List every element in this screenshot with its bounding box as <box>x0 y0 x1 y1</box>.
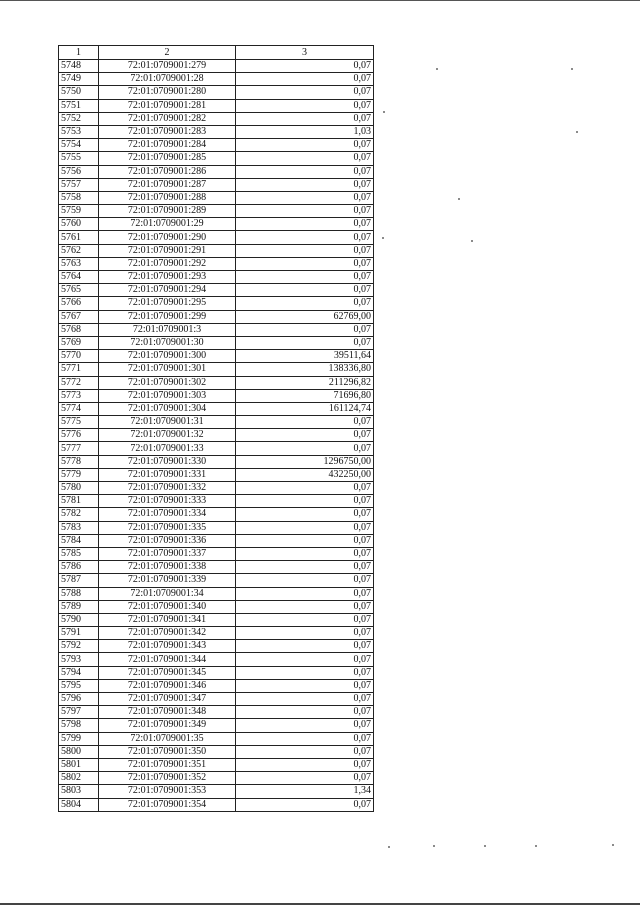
scan-speck <box>612 844 614 846</box>
row-number-cell: 5792 <box>59 640 99 653</box>
table-row <box>59 534 374 547</box>
row-number-cell: 5769 <box>59 336 99 349</box>
row-number-cell: 5772 <box>59 376 99 389</box>
value-cell: 0,07 <box>236 587 374 600</box>
cadastral-number-cell: 72:01:0709001:344 <box>99 653 236 666</box>
cadastral-number-cell: 72:01:0709001:347 <box>99 693 236 706</box>
row-number-cell: 5760 <box>59 218 99 231</box>
row-number-cell: 5775 <box>59 416 99 429</box>
value-cell: 1,34 <box>236 785 374 798</box>
table-row <box>59 429 374 442</box>
value-cell: 0,07 <box>236 706 374 719</box>
value-cell: 0,07 <box>236 284 374 297</box>
value-cell: 0,07 <box>236 271 374 284</box>
table-row <box>59 772 374 785</box>
cadastral-number-cell: 72:01:0709001:288 <box>99 191 236 204</box>
table-row <box>59 758 374 771</box>
scan-speck <box>458 198 460 200</box>
row-number-cell: 5795 <box>59 679 99 692</box>
table-row <box>59 719 374 732</box>
value-cell: 0,07 <box>236 323 374 336</box>
table-row <box>59 297 374 310</box>
cadastral-number-cell: 72:01:0709001:354 <box>99 798 236 811</box>
cadastral-number-cell: 72:01:0709001:346 <box>99 679 236 692</box>
value-cell: 0,07 <box>236 482 374 495</box>
value-cell: 0,07 <box>236 442 374 455</box>
row-number-cell: 5770 <box>59 350 99 363</box>
value-cell: 0,07 <box>236 86 374 99</box>
table-row <box>59 350 374 363</box>
value-cell: 0,07 <box>236 521 374 534</box>
value-cell: 0,07 <box>236 758 374 771</box>
cadastral-number-cell: 72:01:0709001:281 <box>99 99 236 112</box>
row-number-cell: 5780 <box>59 482 99 495</box>
table-row <box>59 99 374 112</box>
value-cell: 0,07 <box>236 231 374 244</box>
table-row <box>59 482 374 495</box>
value-cell: 0,07 <box>236 73 374 86</box>
value-cell: 0,07 <box>236 561 374 574</box>
row-number-cell: 5794 <box>59 666 99 679</box>
value-cell: 0,07 <box>236 297 374 310</box>
row-number-cell: 5803 <box>59 785 99 798</box>
value-cell: 0,07 <box>236 798 374 811</box>
value-cell: 0,07 <box>236 732 374 745</box>
table-row <box>59 653 374 666</box>
value-cell: 39511,64 <box>236 350 374 363</box>
row-number-cell: 5768 <box>59 323 99 336</box>
row-number-cell: 5756 <box>59 165 99 178</box>
cadastral-number-cell: 72:01:0709001:294 <box>99 284 236 297</box>
row-number-cell: 5748 <box>59 60 99 73</box>
cadastral-number-cell: 72:01:0709001:279 <box>99 60 236 73</box>
cadastral-number-cell: 72:01:0709001:283 <box>99 125 236 138</box>
cadastral-number-cell: 72:01:0709001:337 <box>99 547 236 560</box>
scan-speck <box>576 131 578 133</box>
row-number-cell: 5800 <box>59 745 99 758</box>
row-number-cell: 5779 <box>59 468 99 481</box>
value-cell: 0,07 <box>236 112 374 125</box>
row-number-cell: 5793 <box>59 653 99 666</box>
value-cell: 211296,82 <box>236 376 374 389</box>
value-cell: 0,07 <box>236 653 374 666</box>
row-number-cell: 5771 <box>59 363 99 376</box>
scan-speck <box>433 845 435 847</box>
row-number-cell: 5763 <box>59 257 99 270</box>
cadastral-number-cell: 72:01:0709001:330 <box>99 455 236 468</box>
cadastral-number-cell: 72:01:0709001:351 <box>99 758 236 771</box>
value-cell: 0,07 <box>236 139 374 152</box>
row-number-cell: 5804 <box>59 798 99 811</box>
value-cell: 71696,80 <box>236 389 374 402</box>
cadastral-number-cell: 72:01:0709001:331 <box>99 468 236 481</box>
cadastral-number-cell: 72:01:0709001:335 <box>99 521 236 534</box>
row-number-cell: 5752 <box>59 112 99 125</box>
table-row <box>59 86 374 99</box>
table-row <box>59 363 374 376</box>
table-row <box>59 495 374 508</box>
cadastral-number-cell: 72:01:0709001:29 <box>99 218 236 231</box>
table-row <box>59 600 374 613</box>
row-number-cell: 5749 <box>59 73 99 86</box>
scan-speck <box>382 237 384 239</box>
cadastral-number-cell: 72:01:0709001:336 <box>99 534 236 547</box>
cadastral-number-cell: 72:01:0709001:35 <box>99 732 236 745</box>
cadastral-number-cell: 72:01:0709001:34 <box>99 587 236 600</box>
value-cell: 0,07 <box>236 60 374 73</box>
column-header: 1 <box>59 46 99 60</box>
value-cell: 0,07 <box>236 257 374 270</box>
row-number-cell: 5801 <box>59 758 99 771</box>
table-row <box>59 152 374 165</box>
cadastral-number-cell: 72:01:0709001:291 <box>99 244 236 257</box>
cadastral-number-cell: 72:01:0709001:287 <box>99 178 236 191</box>
row-number-cell: 5789 <box>59 600 99 613</box>
value-cell: 0,07 <box>236 719 374 732</box>
cadastral-number-cell: 72:01:0709001:33 <box>99 442 236 455</box>
cadastral-number-cell: 72:01:0709001:338 <box>99 561 236 574</box>
table-row <box>59 310 374 323</box>
row-number-cell: 5787 <box>59 574 99 587</box>
value-cell: 138336,80 <box>236 363 374 376</box>
cadastral-number-cell: 72:01:0709001:340 <box>99 600 236 613</box>
cadastral-number-cell: 72:01:0709001:303 <box>99 389 236 402</box>
cadastral-number-cell: 72:01:0709001:345 <box>99 666 236 679</box>
row-number-cell: 5790 <box>59 613 99 626</box>
cadastral-number-cell: 72:01:0709001:304 <box>99 402 236 415</box>
value-cell: 0,07 <box>236 508 374 521</box>
row-number-cell: 5753 <box>59 125 99 138</box>
cadastral-number-cell: 72:01:0709001:284 <box>99 139 236 152</box>
table-row <box>59 732 374 745</box>
row-number-cell: 5755 <box>59 152 99 165</box>
cadastral-number-cell: 72:01:0709001:353 <box>99 785 236 798</box>
row-number-cell: 5758 <box>59 191 99 204</box>
value-cell: 0,07 <box>236 534 374 547</box>
cadastral-number-cell: 72:01:0709001:30 <box>99 336 236 349</box>
table-row <box>59 139 374 152</box>
value-cell: 0,07 <box>236 218 374 231</box>
cadastral-number-cell: 72:01:0709001:343 <box>99 640 236 653</box>
scan-speck <box>436 68 438 70</box>
cadastral-number-cell: 72:01:0709001:3 <box>99 323 236 336</box>
value-cell: 1,03 <box>236 125 374 138</box>
cadastral-number-cell: 72:01:0709001:334 <box>99 508 236 521</box>
table-row <box>59 205 374 218</box>
cadastral-number-cell: 72:01:0709001:352 <box>99 772 236 785</box>
scan-speck <box>484 845 486 847</box>
value-cell: 0,07 <box>236 165 374 178</box>
row-number-cell: 5765 <box>59 284 99 297</box>
value-cell: 0,07 <box>236 191 374 204</box>
table-row <box>59 323 374 336</box>
row-number-cell: 5788 <box>59 587 99 600</box>
row-number-cell: 5785 <box>59 547 99 560</box>
value-cell: 0,07 <box>236 152 374 165</box>
value-cell: 0,07 <box>236 679 374 692</box>
table-header-row <box>59 46 374 60</box>
cadastral-number-cell: 72:01:0709001:300 <box>99 350 236 363</box>
table-row <box>59 640 374 653</box>
row-number-cell: 5751 <box>59 99 99 112</box>
row-number-cell: 5776 <box>59 429 99 442</box>
row-number-cell: 5759 <box>59 205 99 218</box>
cadastral-number-cell: 72:01:0709001:342 <box>99 627 236 640</box>
table-body <box>59 60 374 812</box>
cadastral-number-cell: 72:01:0709001:349 <box>99 719 236 732</box>
cadastral-number-cell: 72:01:0709001:302 <box>99 376 236 389</box>
row-number-cell: 5767 <box>59 310 99 323</box>
cadastral-number-cell: 72:01:0709001:286 <box>99 165 236 178</box>
cadastral-number-cell: 72:01:0709001:280 <box>99 86 236 99</box>
table-row <box>59 165 374 178</box>
row-number-cell: 5783 <box>59 521 99 534</box>
row-number-cell: 5750 <box>59 86 99 99</box>
table-row <box>59 112 374 125</box>
table-row <box>59 627 374 640</box>
value-cell: 0,07 <box>236 244 374 257</box>
table-row <box>59 416 374 429</box>
cadastral-number-cell: 72:01:0709001:28 <box>99 73 236 86</box>
table-row <box>59 706 374 719</box>
value-cell: 0,07 <box>236 613 374 626</box>
table-row <box>59 336 374 349</box>
cadastral-number-cell: 72:01:0709001:32 <box>99 429 236 442</box>
row-number-cell: 5782 <box>59 508 99 521</box>
table-row <box>59 191 374 204</box>
value-cell: 161124,74 <box>236 402 374 415</box>
table-row <box>59 376 374 389</box>
value-cell: 62769,00 <box>236 310 374 323</box>
table-row <box>59 574 374 587</box>
table-row <box>59 73 374 86</box>
value-cell: 0,07 <box>236 600 374 613</box>
table-row <box>59 508 374 521</box>
row-number-cell: 5757 <box>59 178 99 191</box>
row-number-cell: 5786 <box>59 561 99 574</box>
value-cell: 0,07 <box>236 495 374 508</box>
row-number-cell: 5762 <box>59 244 99 257</box>
cadastral-number-cell: 72:01:0709001:292 <box>99 257 236 270</box>
row-number-cell: 5798 <box>59 719 99 732</box>
value-cell: 1296750,00 <box>236 455 374 468</box>
value-cell: 0,07 <box>236 416 374 429</box>
cadastral-number-cell: 72:01:0709001:299 <box>99 310 236 323</box>
row-number-cell: 5791 <box>59 627 99 640</box>
table-row <box>59 561 374 574</box>
row-number-cell: 5796 <box>59 693 99 706</box>
value-cell: 0,07 <box>236 99 374 112</box>
row-number-cell: 5777 <box>59 442 99 455</box>
table-row <box>59 178 374 191</box>
table-row <box>59 218 374 231</box>
table-row <box>59 745 374 758</box>
scan-speck <box>471 240 473 242</box>
value-cell: 0,07 <box>236 547 374 560</box>
cadastral-number-cell: 72:01:0709001:285 <box>99 152 236 165</box>
value-cell: 0,07 <box>236 745 374 758</box>
column-header: 2 <box>99 46 236 60</box>
table-row <box>59 468 374 481</box>
table-row <box>59 666 374 679</box>
row-number-cell: 5761 <box>59 231 99 244</box>
column-header: 3 <box>236 46 374 60</box>
table-row <box>59 389 374 402</box>
row-number-cell: 5754 <box>59 139 99 152</box>
value-cell: 0,07 <box>236 336 374 349</box>
table-row <box>59 547 374 560</box>
row-number-cell: 5774 <box>59 402 99 415</box>
table-row <box>59 402 374 415</box>
table-row <box>59 244 374 257</box>
row-number-cell: 5802 <box>59 772 99 785</box>
cadastral-value-table <box>58 45 374 812</box>
row-number-cell: 5799 <box>59 732 99 745</box>
cadastral-number-cell: 72:01:0709001:348 <box>99 706 236 719</box>
cadastral-number-cell: 72:01:0709001:295 <box>99 297 236 310</box>
row-number-cell: 5766 <box>59 297 99 310</box>
value-cell: 0,07 <box>236 666 374 679</box>
table-row <box>59 587 374 600</box>
value-cell: 432250,00 <box>236 468 374 481</box>
row-number-cell: 5784 <box>59 534 99 547</box>
row-number-cell: 5797 <box>59 706 99 719</box>
row-number-cell: 5781 <box>59 495 99 508</box>
row-number-cell: 5764 <box>59 271 99 284</box>
cadastral-number-cell: 72:01:0709001:339 <box>99 574 236 587</box>
value-cell: 0,07 <box>236 205 374 218</box>
row-number-cell: 5773 <box>59 389 99 402</box>
table-row <box>59 679 374 692</box>
cadastral-number-cell: 72:01:0709001:290 <box>99 231 236 244</box>
value-cell: 0,07 <box>236 178 374 191</box>
cadastral-number-cell: 72:01:0709001:31 <box>99 416 236 429</box>
table-row <box>59 60 374 73</box>
cadastral-number-cell: 72:01:0709001:289 <box>99 205 236 218</box>
table-row <box>59 455 374 468</box>
table-row <box>59 693 374 706</box>
table-row <box>59 798 374 811</box>
table-row <box>59 125 374 138</box>
table-row <box>59 284 374 297</box>
value-cell: 0,07 <box>236 772 374 785</box>
cadastral-number-cell: 72:01:0709001:332 <box>99 482 236 495</box>
table-row <box>59 785 374 798</box>
scan-speck <box>383 111 385 113</box>
scan-speck <box>571 68 573 70</box>
table-row <box>59 231 374 244</box>
value-cell: 0,07 <box>236 693 374 706</box>
scan-speck <box>535 845 537 847</box>
value-cell: 0,07 <box>236 429 374 442</box>
scan-speck <box>388 846 390 848</box>
table-row <box>59 442 374 455</box>
table-row <box>59 521 374 534</box>
cadastral-number-cell: 72:01:0709001:333 <box>99 495 236 508</box>
cadastral-number-cell: 72:01:0709001:301 <box>99 363 236 376</box>
table-row <box>59 257 374 270</box>
value-cell: 0,07 <box>236 574 374 587</box>
scan-top-edge <box>0 0 640 1</box>
cadastral-number-cell: 72:01:0709001:350 <box>99 745 236 758</box>
table-row <box>59 613 374 626</box>
value-cell: 0,07 <box>236 627 374 640</box>
cadastral-number-cell: 72:01:0709001:293 <box>99 271 236 284</box>
value-cell: 0,07 <box>236 640 374 653</box>
row-number-cell: 5778 <box>59 455 99 468</box>
cadastral-number-cell: 72:01:0709001:341 <box>99 613 236 626</box>
table-row <box>59 271 374 284</box>
cadastral-number-cell: 72:01:0709001:282 <box>99 112 236 125</box>
